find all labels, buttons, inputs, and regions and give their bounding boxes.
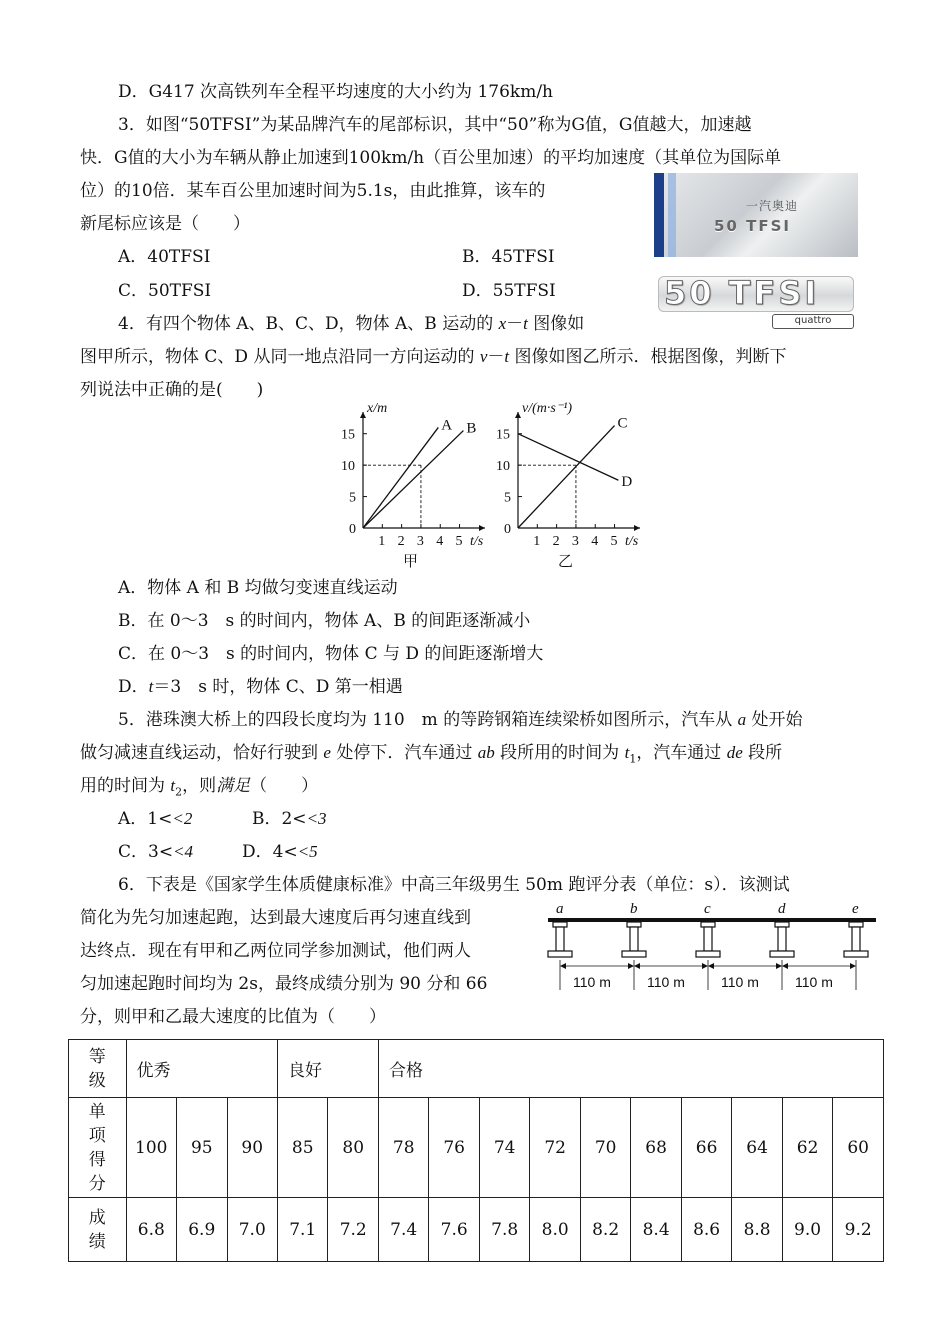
bridge-point-label: b xyxy=(630,901,638,917)
q5-option-c: C．3<<4 xyxy=(118,842,194,862)
pier-column xyxy=(852,927,860,951)
series-label-D: D xyxy=(621,474,633,491)
time-header: 成绩 xyxy=(69,1198,127,1262)
x-tick-label: 1 xyxy=(533,534,541,549)
y-axis-label: x/m xyxy=(367,401,388,416)
y-tick-label: 5 xyxy=(349,490,356,506)
q6-line2: 简化为先匀加速起跑，达到最大速度后再匀速直线到 xyxy=(80,908,471,928)
q4-option-c: C．在 0～3 s 的时间内，物体 C 与 D 的间距逐渐增大 xyxy=(118,644,544,664)
pier-column xyxy=(556,927,564,951)
car-rear-photo xyxy=(654,173,858,257)
x-tick-label: 2 xyxy=(397,534,405,549)
xt-graph-jia xyxy=(335,401,495,570)
y-tick-label: 10 xyxy=(496,459,510,475)
series-line-D xyxy=(518,434,618,481)
x-tick-label: 1 xyxy=(378,534,386,549)
y-tick-label: 0 xyxy=(349,522,356,537)
badge-text: 50 TFSI xyxy=(664,274,820,312)
time-cell: 8.4 xyxy=(631,1198,681,1262)
score-cell: 76 xyxy=(429,1098,479,1198)
time-cell: 7.1 xyxy=(277,1198,327,1262)
q3-option-c: C．50TFSI xyxy=(118,281,212,301)
dimension-arrow xyxy=(850,963,856,969)
score-cell: 64 xyxy=(732,1098,782,1198)
pier-base xyxy=(770,951,794,957)
grade-row xyxy=(69,1040,884,1098)
pier-cap xyxy=(701,922,715,927)
segment-length-label: 110 m xyxy=(573,974,611,990)
score-cell: 66 xyxy=(681,1098,731,1198)
score-cell: 95 xyxy=(177,1098,227,1198)
score-cell: 68 xyxy=(631,1098,681,1198)
score-table xyxy=(68,1039,884,1262)
q5-option-a: A．1<<2 xyxy=(118,809,193,829)
series-label-C: C xyxy=(617,415,628,432)
score-cell: 72 xyxy=(530,1098,580,1198)
vt-graph-yi xyxy=(490,401,660,570)
score-cell: 62 xyxy=(782,1098,832,1198)
y-tick-label: 15 xyxy=(341,427,355,443)
y-tick-label: 10 xyxy=(341,459,355,475)
q5-line1: 5．港珠澳大桥上的四段长度均为 110 m 的等跨钢箱连续梁桥如图所示，汽车从 a 处开始 xyxy=(118,710,803,730)
q3-line1: 3．如图“50TFSI”为某品牌汽车的尾部标识，其中“50”称为G值，G值越大，加速越 xyxy=(118,115,752,135)
q4-option-b: B．在 0～3 s 的时间内，物体 A、B 的间距逐渐减小 xyxy=(118,611,531,631)
q6-line5: 分，则甲和乙最大速度的比值为（ ） xyxy=(80,1007,386,1027)
q5-line2: 做匀减速直线运动，恰好行驶到 e 处停下．汽车通过 ab 段所用的时间为 $t_1$，汽车通过 de 段所 xyxy=(80,743,783,766)
y-axis-arrow xyxy=(360,412,366,418)
q4-line1: 4．有四个物体 A、B、C、D，物体 A、B 运动的 x－t 图像如 xyxy=(118,314,585,334)
x-tick-label: 5 xyxy=(610,534,618,549)
y-axis-label: v/(m·s⁻¹) xyxy=(522,401,573,416)
score-cell: 78 xyxy=(378,1098,428,1198)
q4-line2: 图甲所示，物体 C、D 从同一地点沿同一方向运动的 v－t 图像如图乙所示．根据图像，判断下 xyxy=(80,347,787,367)
bridge-point-label: d xyxy=(778,901,786,917)
grade-excellent: 优秀 xyxy=(126,1040,277,1098)
time-cell: 7.2 xyxy=(328,1198,378,1262)
x-tick-label: 3 xyxy=(416,534,424,549)
dimension-arrow xyxy=(776,963,782,969)
q2-option-d: D．G417 次高铁列车全程平均速度的大小约为 176km/h xyxy=(118,82,554,102)
x-tick-label: 5 xyxy=(455,534,463,549)
pier-cap xyxy=(553,922,567,927)
x-axis-label: t/s xyxy=(470,534,484,549)
grade-good: 良好 xyxy=(277,1040,378,1098)
bridge-diagram xyxy=(540,898,880,996)
dimension-arrow xyxy=(782,963,788,969)
q3-option-d: D．55TFSI xyxy=(462,281,556,301)
pier-column xyxy=(778,927,786,951)
time-cell: 8.0 xyxy=(530,1198,580,1262)
time-cell: 7.6 xyxy=(429,1198,479,1262)
y-tick-label: 5 xyxy=(504,490,511,506)
bridge-point-label: c xyxy=(704,901,711,917)
q3-line3: 位）的10倍．某车百公里加速时间为5.1s，由此推算，该车的 xyxy=(80,181,546,201)
time-cell: 7.0 xyxy=(227,1198,277,1262)
q5-line3: 用的时间为 $t_2$，则满足（ ） xyxy=(80,776,319,799)
x-tick-label: 3 xyxy=(571,534,579,549)
q4-option-d: D．t＝3 s 时，物体 C、D 第一相遇 xyxy=(118,677,403,697)
photo-badge-text: 50 TFSI xyxy=(714,217,791,235)
score-cell: 60 xyxy=(833,1098,884,1198)
q6-line1: 6．下表是《国家学生体质健康标准》中高三年级男生 50m 跑评分表（单位：s）．该测试 xyxy=(118,875,790,895)
y-tick-label: 15 xyxy=(496,427,510,443)
time-cell: 9.0 xyxy=(782,1198,832,1262)
y-axis-arrow xyxy=(515,412,521,418)
y-tick-label: 0 xyxy=(504,522,511,537)
time-row xyxy=(69,1198,884,1262)
series-label-A: A xyxy=(441,417,453,434)
bridge-point-label: e xyxy=(852,901,859,917)
time-cell: 7.8 xyxy=(479,1198,529,1262)
quattro-label: quattro xyxy=(772,314,854,329)
x-tick-label: 4 xyxy=(591,534,599,549)
grade-pass: 合格 xyxy=(378,1040,883,1098)
dimension-arrow xyxy=(634,963,640,969)
q5-option-b: B．2<<3 xyxy=(252,809,327,829)
pier-base xyxy=(696,951,720,957)
dimension-arrow xyxy=(560,963,566,969)
x-axis-label: t/s xyxy=(625,534,639,549)
tfsi-badge-photo xyxy=(654,270,858,328)
time-cell: 8.8 xyxy=(732,1198,782,1262)
bridge-point-label: a xyxy=(556,901,564,917)
q3-line2: 快．G值的大小为车辆从静止加速到100km/h（百公里加速）的平均加速度（其单位为国际单 xyxy=(80,148,782,168)
segment-length-label: 110 m xyxy=(795,974,833,990)
score-row xyxy=(69,1098,884,1198)
grade-header: 等级 xyxy=(69,1040,127,1098)
photo-brand-text: 一汽奥迪 xyxy=(746,199,799,213)
pier-base xyxy=(622,951,646,957)
series-line-A xyxy=(363,427,438,528)
time-cell: 8.6 xyxy=(681,1198,731,1262)
time-cell: 6.9 xyxy=(177,1198,227,1262)
dimension-arrow xyxy=(628,963,634,969)
score-cell: 70 xyxy=(580,1098,630,1198)
x-axis-arrow xyxy=(479,525,485,531)
chart-caption: 乙 xyxy=(558,552,574,570)
score-cell: 100 xyxy=(126,1098,176,1198)
score-cell: 74 xyxy=(479,1098,529,1198)
x-axis-arrow xyxy=(634,525,640,531)
dimension-arrow xyxy=(708,963,714,969)
time-cell: 8.2 xyxy=(580,1198,630,1262)
time-cell: 9.2 xyxy=(833,1198,884,1262)
q6-line4: 匀加速起跑时间均为 2s，最终成绩分别为 90 分和 66 xyxy=(80,974,488,994)
q4-option-a: A．物体 A 和 B 均做匀变速直线运动 xyxy=(118,578,398,598)
q4-line3: 列说法中正确的是( ) xyxy=(80,380,264,400)
x-tick-label: 4 xyxy=(436,534,444,549)
score-cell: 80 xyxy=(328,1098,378,1198)
segment-length-label: 110 m xyxy=(721,974,759,990)
score-header: 单项得分 xyxy=(69,1098,127,1198)
pier-cap xyxy=(627,922,641,927)
pier-cap xyxy=(849,922,863,927)
time-cell: 7.4 xyxy=(378,1198,428,1262)
pier-base xyxy=(548,951,572,957)
dimension-arrow xyxy=(702,963,708,969)
series-line-B xyxy=(363,431,463,528)
x-tick-label: 2 xyxy=(552,534,560,549)
pier-column xyxy=(630,927,638,951)
time-cell: 6.8 xyxy=(126,1198,176,1262)
score-cell: 90 xyxy=(227,1098,277,1198)
q3-option-a: A．40TFSI xyxy=(118,247,211,267)
pier-column xyxy=(704,927,712,951)
pier-cap xyxy=(775,922,789,927)
series-label-B: B xyxy=(466,420,477,437)
chart-caption: 甲 xyxy=(403,552,419,570)
q6-line3: 达终点．现在有甲和乙两位同学参加测试，他们两人 xyxy=(80,941,471,961)
pier-base xyxy=(844,951,868,957)
q5-option-d: D．4<<5 xyxy=(242,842,318,862)
q3-option-b: B．45TFSI xyxy=(462,247,555,267)
q3-line4: 新尾标应该是（ ） xyxy=(80,214,250,234)
segment-length-label: 110 m xyxy=(647,974,685,990)
score-cell: 85 xyxy=(277,1098,327,1198)
